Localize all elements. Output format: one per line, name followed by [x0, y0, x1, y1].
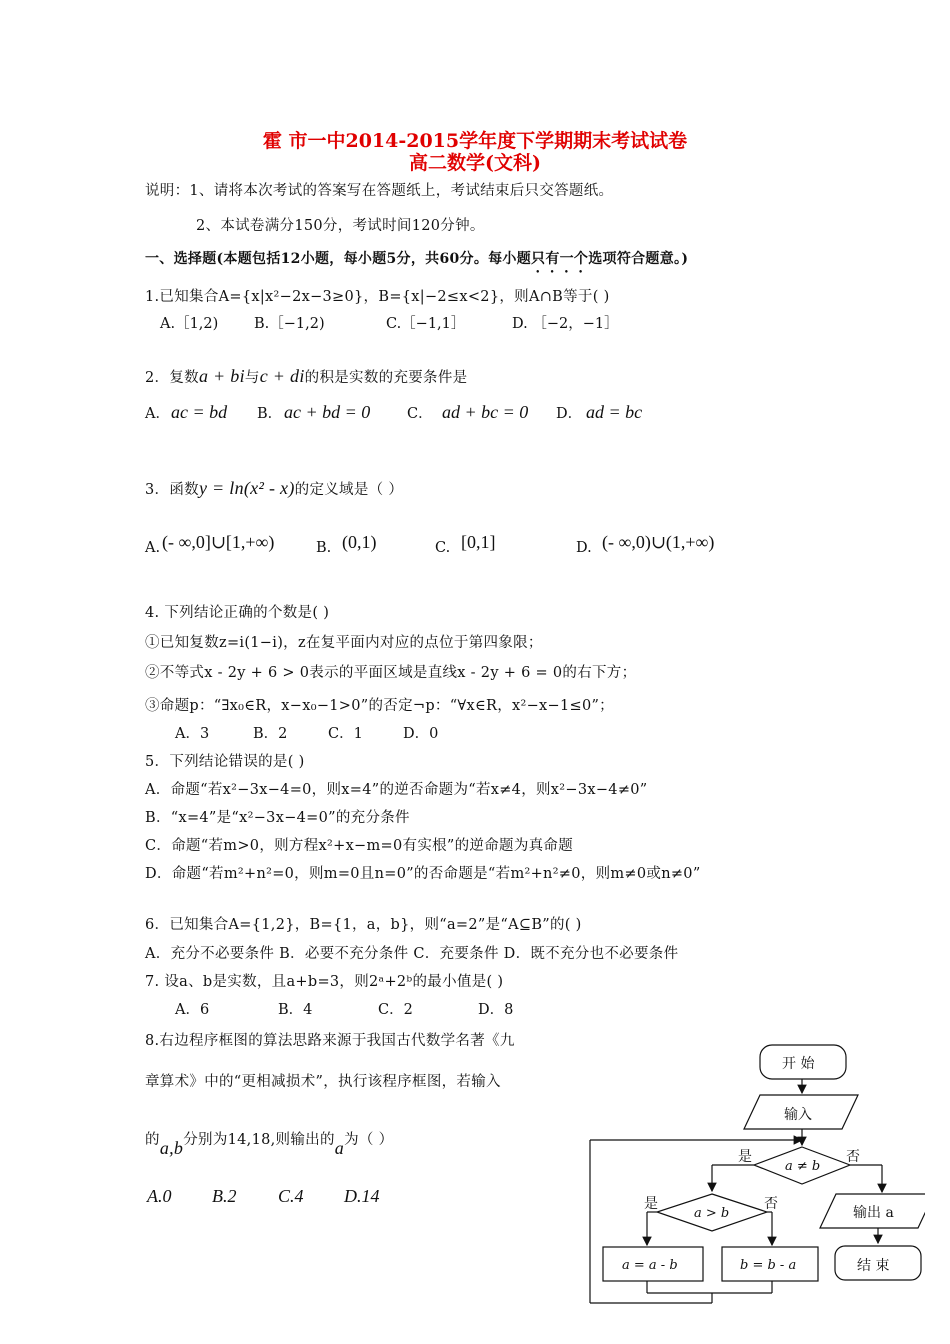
q3-option-b-expr: (0,1)	[342, 532, 377, 552]
flowchart-input-label: 输入	[784, 1107, 812, 1123]
q6-options: A．充分不必要条件 B．必要不充分条件 C．充要条件 D．既不充分也不必要条件	[145, 946, 679, 962]
section-heading-c: 选项符合题意。)	[588, 251, 689, 267]
q2-expr-2: c + di	[259, 366, 305, 386]
flowchart-no2-label: 否	[764, 1196, 778, 1212]
q2-stem	[145, 366, 467, 387]
q8-option-c: C.4	[278, 1186, 304, 1206]
q8-line-3	[145, 1128, 394, 1158]
q4-statement-2: ②不等式x - 2y + 6 > 0表示的平面区域是直线x - 2y + 6 = 0的右下方；	[145, 665, 637, 681]
q3-stem-b: 的定义域是（ ）	[294, 482, 404, 498]
q2-option-c-expr: ad + bc = 0	[442, 402, 529, 422]
q8-line-3-c: 为（ ）	[344, 1132, 394, 1148]
q4-statement-3: ③命题p：“∃x₀∈R，x−x₀−1>0”的否定¬p：“∀x∈R，x²−x−1≤0”；	[145, 698, 614, 714]
q3-stem	[145, 478, 403, 499]
q2-option-d-label: D．	[556, 406, 583, 422]
q2-option-b-label: B．	[257, 406, 283, 422]
q8-line-1: 8.右边程序框图的算法思路来源于我国古代数学名著《九	[145, 1033, 515, 1049]
q4-statement-1: ①已知复数z=i(1−i)，z在复平面内对应的点位于第四象限；	[145, 635, 543, 651]
q4-option-b: B．2	[253, 726, 288, 742]
q2-stem-b: 与	[244, 370, 260, 386]
q2-option-a-expr: ac = bd	[171, 402, 228, 422]
q7-option-b: B．4	[278, 1002, 313, 1018]
flowchart	[580, 1035, 925, 1320]
note-2: 2、本试卷满分150分，考试时间120分钟。	[196, 218, 485, 234]
q4-option-d: D．0	[403, 726, 439, 742]
q7-option-d: D．8	[478, 1002, 514, 1018]
q3-option-b-label: B.	[316, 540, 332, 556]
exam-subtitle: 高二数学(文科)	[409, 152, 541, 174]
flowchart-start-label: 开 始	[782, 1056, 815, 1072]
q2-expr-1: a + bi	[198, 366, 245, 386]
q3-option-d-label: D.	[576, 540, 592, 556]
flowchart-no1-label: 否	[846, 1149, 860, 1165]
q8-option-b: B.2	[212, 1186, 237, 1206]
flowchart-cond2-label: a > b	[694, 1206, 730, 1221]
q3-option-a-expr: (- ∞,0]∪[1,+∞)	[162, 532, 275, 552]
exam-title: 霍 市一中2014-2015学年度下学期期末考试试卷	[262, 130, 688, 152]
q1-option-a: A.［1,2)	[160, 316, 219, 332]
q1-option-b: B.［−1,2)	[254, 316, 325, 332]
q5-stem: 5．下列结论错误的是( )	[145, 754, 305, 770]
q3-expr: y = ln(x² - x)	[198, 478, 295, 498]
q5-option-a: A．命题“若x²−3x−4=0，则x=4”的逆否命题为“若x≠4，则x²−3x−4≠0”	[145, 782, 648, 798]
q8-input-vars: a,b	[159, 1138, 184, 1158]
q5-option-c: C．命题“若m>0，则方程x²+x−m=0有实根”的逆命题为真命题	[145, 838, 574, 854]
q7-stem: 7. 设a、b是实数，且a+b=3，则2ᵃ+2ᵇ的最小值是( )	[145, 974, 504, 990]
q7-option-c: C．2	[378, 1002, 413, 1018]
q8-line-3-b: 分别为14,18,则输出的	[183, 1132, 335, 1148]
q2-option-d-expr: ad = bc	[586, 402, 643, 422]
q1-stem: 1.已知集合A={x|x²−2x−3≥0}，B={x|−2≤x<2}，则A∩B等于( )	[145, 289, 610, 305]
q2-stem-c: 的积是实数的充要条件是	[304, 370, 468, 386]
q8-option-d: D.14	[344, 1186, 380, 1206]
flowchart-assign-a-label: a = a - b	[622, 1258, 678, 1273]
q4-option-c: C．1	[328, 726, 363, 742]
q8-option-a: A.0	[147, 1186, 172, 1206]
section-heading	[145, 248, 688, 276]
q5-option-b: B．“x=4”是“x²−3x−4=0”的充分条件	[145, 810, 410, 826]
q3-option-d-expr: (- ∞,0)∪(1,+∞)	[602, 532, 715, 552]
q2-option-b-expr: ac + bd = 0	[284, 402, 371, 422]
q1-option-d: D. ［−2，−1］	[512, 316, 619, 332]
q4-stem: 4. 下列结论正确的个数是( )	[145, 605, 330, 621]
q3-option-c-expr: [0,1]	[461, 532, 496, 552]
q3-stem-a: 3．函数	[145, 482, 199, 498]
q7-option-a: A．6	[175, 1002, 210, 1018]
q4-option-a: A．3	[175, 726, 210, 742]
q8-output-var: a	[334, 1138, 345, 1158]
flowchart-yes2-label: 是	[644, 1196, 658, 1212]
note-1: 说明：1、请将本次考试的答案写在答题纸上，考试结束后只交答题纸。	[145, 183, 614, 199]
flowchart-end-label: 结 束	[857, 1258, 890, 1274]
q8-line-2: 章算术》中的“更相减损术”，执行该程序框图，若输入	[145, 1074, 501, 1090]
flowchart-cond1-label: a ≠ b	[785, 1159, 821, 1174]
q2-option-a-label: A．	[145, 406, 170, 422]
flowchart-output-label: 输出 a	[853, 1205, 894, 1221]
section-heading-a: 一、选择题(本题包括12小题，每小题5分，共60分。每小题	[145, 251, 532, 267]
q8-line-3-a: 的	[145, 1132, 160, 1148]
section-heading-emphasis: 只有一个	[531, 251, 589, 267]
q2-stem-a: 2．复数	[145, 370, 199, 386]
flowchart-yes1-label: 是	[738, 1149, 752, 1165]
q3-option-a-label: A.	[145, 540, 161, 556]
flowchart-assign-b-label: b = b - a	[740, 1258, 797, 1273]
q2-option-c-label: C．	[407, 406, 433, 422]
q1-option-c: C.［−1,1］	[386, 316, 466, 332]
q5-option-d: D．命题“若m²+n²=0，则m=0且n=0”的否命题是“若m²+n²≠0，则m≠0或n≠0”	[145, 866, 701, 882]
q6-stem: 6．已知集合A={1,2}，B={1，a，b}，则“a=2”是“A⊆B”的( )	[145, 917, 582, 933]
q3-option-c-label: C.	[435, 540, 451, 556]
